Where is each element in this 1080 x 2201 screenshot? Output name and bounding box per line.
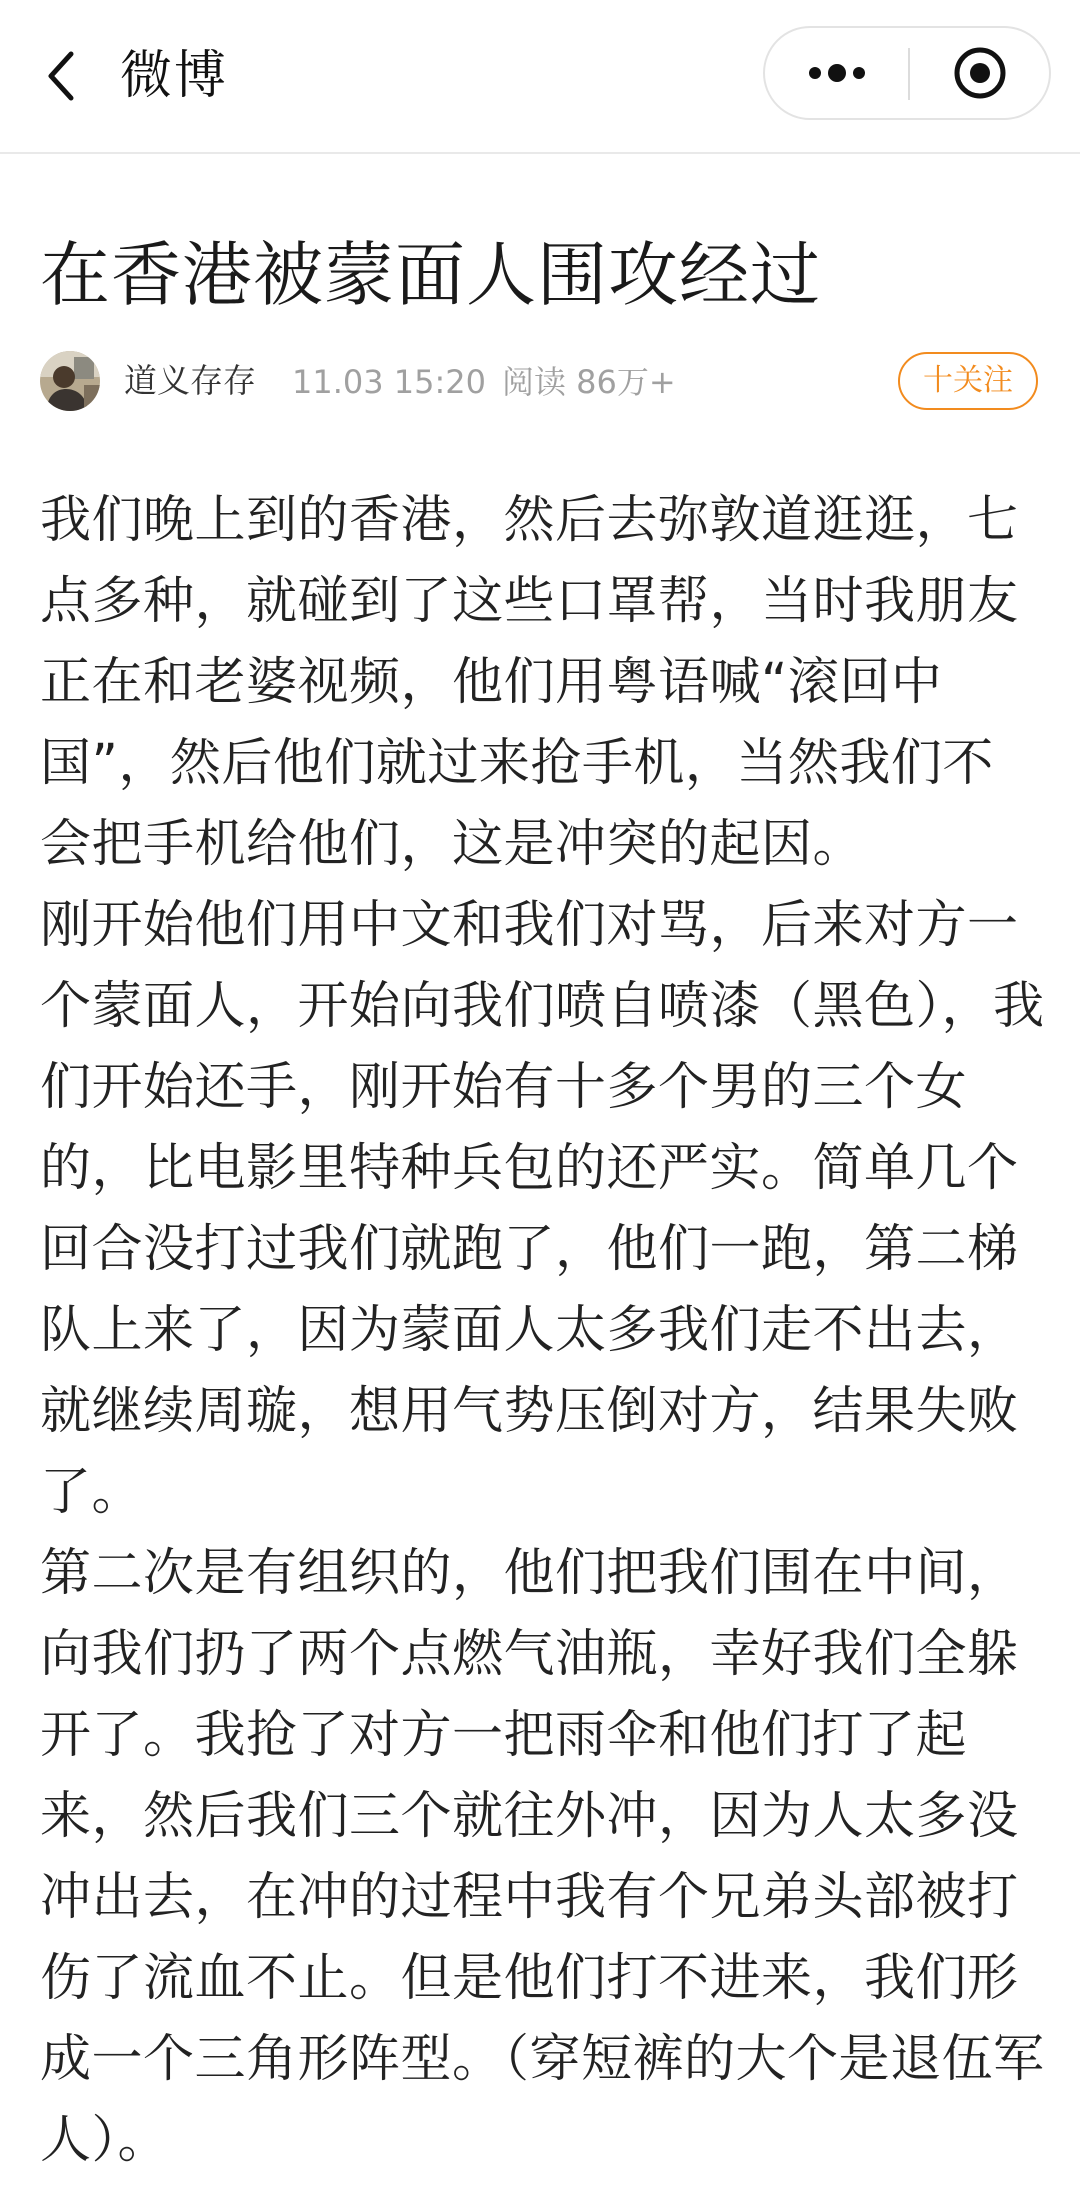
more-button[interactable]: [765, 28, 909, 118]
article-paragraph: 我们晚上到的香港，然后去弥敦道逛逛，七点多种，就碰到了这些口罩帮，当时我朋友正在和老婆视频，他们用粤语喊“滚回中国”，然后他们就过来抢手机，当然我们不会把手机给他们，这是冲突的起因。: [40, 491, 1019, 874]
chevron-left-icon: [41, 46, 81, 106]
target-circle-icon: [952, 45, 1008, 101]
author-name[interactable]: 道义存存: [124, 361, 256, 400]
article-title: 在香港被蒙面人围攻经过: [40, 234, 821, 316]
avatar[interactable]: [40, 351, 100, 411]
article-paragraph: 第二次是有组织的，他们把我们围在中间，向我们扔了两个点燃气油瓶，幸好我们全躲开了。我抢了对方一把雨伞和他们打了起来，然后我们三个就往外冲，因为人太多没冲出去，在冲的过程中我有个兄弟头部被打伤了流血不止。但是他们打不进来，我们形成一个三角形阵型。（穿短裤的大个是退伍军人）。: [40, 1544, 1045, 2170]
read-count: 阅读 86万+: [502, 363, 676, 401]
more-dots-icon: [805, 63, 869, 83]
follow-button[interactable]: 十关注: [898, 352, 1038, 410]
mini-program-capsule: [763, 26, 1051, 120]
article-paragraph: 刚开始他们用中文和我们对骂，后来对方一个蒙面人，开始向我们喷自喷漆（黑色），我们开始还手，刚开始有十多个男的三个女的，比电影里特种兵包的还严实。简单几个回合没打过我们就跑了，他们一跑，第二梯队上来了，因为蒙面人太多我们走不出去，就继续周璇，想用气势压倒对方，结果失败了。: [40, 896, 1045, 1522]
back-button[interactable]: [26, 36, 96, 116]
post-time: 11.03 15:20: [292, 363, 486, 401]
close-button[interactable]: [909, 28, 1051, 118]
article-body: [40, 480, 1045, 2181]
nav-title: 微博: [120, 46, 229, 106]
top-nav-bar: [0, 0, 1080, 154]
avatar-image: [40, 351, 100, 411]
